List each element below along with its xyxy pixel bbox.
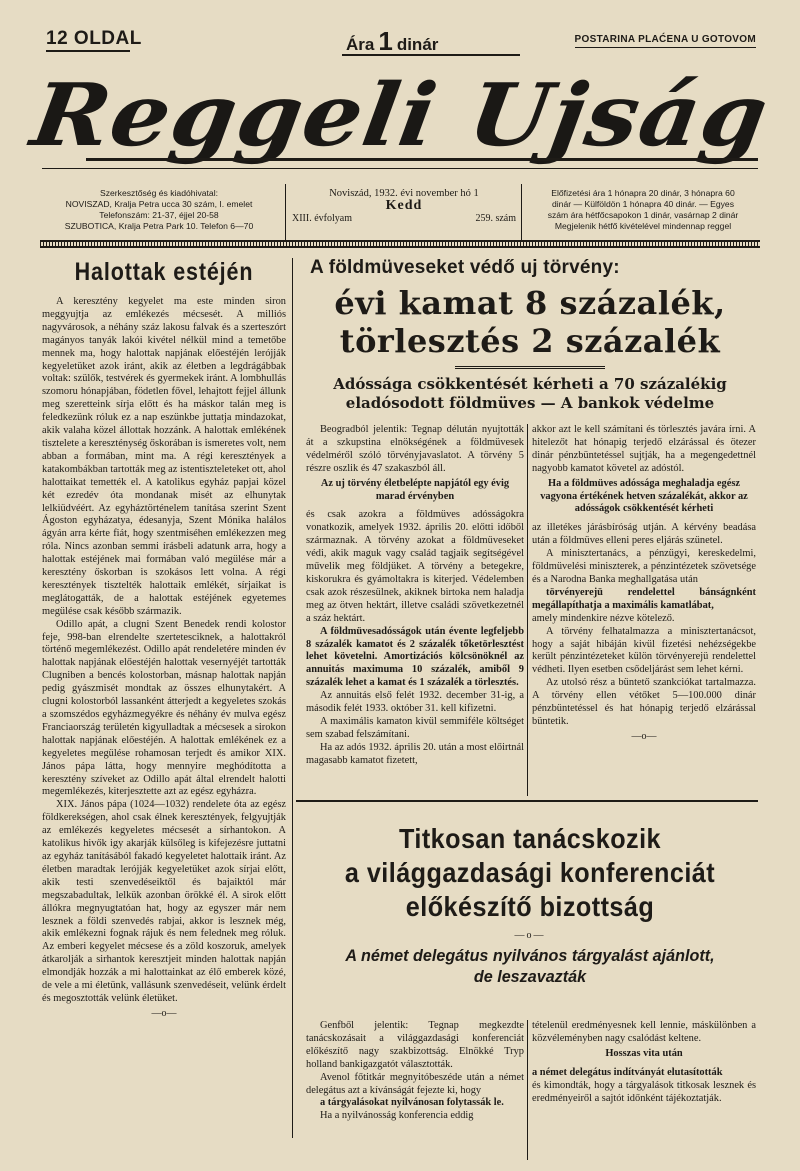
masthead-rule-thin bbox=[42, 168, 758, 169]
column-rule bbox=[527, 1020, 528, 1160]
paragraph: tételenül eredményesnek kell lennie, máskülönben a közvéleményben nagy csalódást keltene. bbox=[532, 1020, 756, 1044]
paragraph: Az utolsó rész a büntető szankciókat tartalmazza. A törvény ellen vétőket 5—100.000 dinár pénzbüntetéssel és hat hónapig terjedő elzárással büntetik. bbox=[532, 677, 756, 727]
paragraph: Avenol főtitkár megnyitóbeszéde után a német delegátus azt a kívánságát fejezte ki, hogy bbox=[306, 1071, 524, 1096]
headline-line: évi kamat 8 százalék, bbox=[334, 284, 726, 322]
column-rule bbox=[527, 424, 528, 796]
masthead bbox=[25, 62, 775, 180]
paragraph: A minisztertanács, a pénzügyi, kereskedelmi, földmüvelési miniszterek, a pénzintézetek szövetsége és a Narodna Banka meghallgatása után bbox=[532, 548, 756, 585]
subhead-line: Adóssága csökkentését kérheti a 70 százalékig bbox=[333, 375, 727, 393]
article-subhead bbox=[312, 945, 749, 987]
postal-notice: POSTARINA PLAĆENA U GOTOVOM bbox=[575, 34, 756, 48]
paragraph: Az annuitás első felét 1932. december 31-ig, a második felét 1933. október 31. kell kifizetni. bbox=[306, 690, 524, 715]
paragraph: az illetékes járásbíróság utján. A kérvény beadása után a földmüves elleni peres eljárás szünetel. bbox=[532, 522, 756, 547]
paragraph: A keresztény kegyelet ma este minden siron meggyujtja az emlékezés mécsesét. A milliós nagyvárosok, a néhány száz lakosu falvak és a szerteszórt magányos tanyák lakói kivétel nélkül mind a temetőbe mennek ma, hogy halottak napjának előestéjén lerójják kegyeletüket azok iránt, akik az életben a legdrágábbak voltak: szülők, testvérek és gyermekek iránt. A lombhullás szomoru hónapjában, födetlen fővel, lehajtott fejjel állunk meg szeretteink sírja előtt és ha máskor talán meg is feledkezünk róluk ez a nap eszünkbe juttatja mindazokat, akik valaha közel állottak hozzánk. A halottak emlékének tisztelete a kereszténység őskorában is ismeretes volt, nem abban a formában, mint ma. A régi keresztények a katakombákban tartották meg az istentiszteleteket ott, ahol halottaikat temették el. A katolikus egyház papjai közel két ezredév óta mondanak misét az elhunytak lelkiüdvéért. Az egyháztörténelem tanítása szerint Szent Ágoston egyházatya, édesanyja, Szent Mónika halálos ágyán arra kérte fiát, hogy szentmiséhen emlékezzen meg róla. Nincs azonban semmi írásbeli adatunk arra, hogy a halottak estéjének mai formában való megülése már a keresztény őskorban is szokásos lett volna. A régi keresztények tisztelték halottaik emlékét, sírjaikat is meglátogatták, de a halottak estéjének egyetemes megülése csak később származik. bbox=[42, 296, 286, 617]
price-value: 1 bbox=[378, 26, 393, 56]
left-article-body bbox=[42, 296, 286, 1021]
paragraph: és kimondták, hogy a tárgyalások titkosak lesznek és eredményeiről a sajtót időnként tájékoztatják. bbox=[532, 1079, 756, 1104]
subscription-info bbox=[526, 188, 760, 232]
issue-date: Noviszád, 1932. évi november hó 1 bbox=[329, 188, 479, 199]
left-article-title: Halottak estéjén bbox=[74, 258, 254, 286]
paragraph: A törvény felhatalmazza a minisztertanácsot, hogy a saját hibáján kivül fizetési nehézségekbe került pénzintézeteket külön törvényerejü rendelettel védheti. Ilyen esetben csődeljárást sem lehet kérni. bbox=[532, 625, 756, 676]
issue-day: Kedd bbox=[385, 198, 423, 213]
price bbox=[346, 26, 438, 57]
subscription-line: dinár — Külföldön 1 hónapra 40 dinár. — Egyes bbox=[551, 199, 735, 209]
paragraph: törvényerejü rendelettel bánságnként megállapíthatja a maximális kamatlábat, bbox=[532, 586, 756, 611]
article-separator bbox=[296, 800, 758, 802]
top-strip bbox=[46, 26, 756, 56]
masthead-title: Reggeli Ujság bbox=[25, 65, 775, 166]
paragraph: amely mindenkire nézve kötelező. bbox=[532, 612, 675, 624]
column-rule bbox=[292, 258, 293, 1138]
headline-line: előkészítő bizottság bbox=[405, 891, 655, 922]
headline-line: a világgazdasági konferenciát bbox=[344, 857, 716, 888]
article-headline bbox=[300, 284, 760, 360]
article-headline bbox=[323, 822, 737, 924]
paragraph: Beogradból jelentik: Tegnap délután nyujtották át a szkupstina elnökségének a földmüvesek védelméről szóló törvényjavaslatot. A törvény 5 részre oszlik és 47 szakaszból áll. bbox=[306, 424, 524, 474]
article-column-1 bbox=[306, 424, 524, 768]
office-line: Telefonszám: 21-37, éjjel 20-58 bbox=[99, 210, 219, 220]
paragraph: A földmüvesadósságok után évente legfeljebb 8 százalék kamatot és 2 százalék tőketörlesztést lehet követelni. Amortizációs kölcsönöknél az annuitás maximuma 10 százalék, amiből 9 százalék lehet a kamat és 1 százalék a törlesztés. bbox=[306, 625, 524, 689]
paragraph: XIX. János pápa (1024—1032) rendelete óta az egész földkerekségen, ahol csak élnek keresztények, felgyujtják az emlékezés kegyeletes mécsesét a sírhantokon. A katolikus hivők igy akarják külsőleg is kifejezésre juttatni az egyház tanításából fakadó kegyeletet halottaik iránt. Az életben maradtak lerójják kegyeletüket azok sírjai előtt, akik testi szenvedéseiktől és bajaiktól már megszabadultak, lelkük azonban örökké él. A sirok előtt állókra megnyugtatóan hat, hogy az egyszer már nem lesznek a földi szenvedés rabjai, akkor is lesznek még, akik emlékezni fognak rájuk és nem felednek meg róluk. Az emberi kegyelet mécsese és a zöld koszoruk, amelyek átkarolják a sirhantok keresztjeit minden halottak napján elmondják hozzák a mi halottainkat az élő emberek közé, de vele a mi életünk, vallásunk szenvedéseit, velünk érdelt és megosztották velünk életüket. bbox=[42, 799, 286, 1004]
article-columns bbox=[306, 424, 760, 804]
info-divider bbox=[285, 184, 286, 240]
economic-conference-article bbox=[300, 822, 760, 1122]
headline-line: törlesztés 2 százalék bbox=[339, 322, 721, 360]
headline-line: Titkosan tanácskozik bbox=[398, 823, 662, 854]
subhead-line: eladósodott földmüves — A bankok védelme bbox=[345, 394, 715, 412]
paragraph: Odillo apát, a clugni Szent Benedek rendi kolostor feje, 998-ban elrendelte szertetesciknek, a halottakról történő megemlékezést. Odillo apát rendeletére minden év halottak napjának előestéjén halottak vesernyéjét tartották Clugniben a bencés kolostorban, másnap halottak napján pedig gyászmisét mondtak az összes elhunytakért. A clugni kolostorból lassanként átterjedt a kegyeletes szokás a szomszédos egyházmegyékre és néhány év mulva egész Franciaország területén kigyulladtak a mécsesek a sirokon halottak napjának előestéjén. A halottak emlékének ez a kegyeletes megülése rohamosan terjedt és amikor XIX. János pápa látta, hogy mennyire meghódította a keresztény szíveket az Odillo apát által elrendelt halotti megemlékezés, kiterjesztette azt az egész egyházra. bbox=[42, 618, 286, 798]
paragraph: Ha az adós 1932. április 20. után a most előirtnál magasabb kamatot fizetett, bbox=[306, 741, 524, 766]
end-mark: —o— bbox=[151, 1007, 177, 1019]
subscription-line: Megjelenik hétfő kivételével mindennap reggel bbox=[554, 221, 732, 231]
paragraph: akkor azt le kell számítani és törlesztés javára írni. A hitelezőt hat hónapig terjedő elzárással és ötezer dinár pénzbüntetéssel sujtják, ha a megengedettnél nagyobb kamatot követel az adóstól. bbox=[532, 424, 756, 474]
page-number: 12 OLDAL bbox=[46, 28, 142, 49]
paragraph: a tárgyalásokat nyilvánosan folytassák le. bbox=[320, 1097, 504, 1109]
price-prefix: Ára bbox=[346, 35, 375, 54]
article-kicker: A földmüveseket védő uj törvény: bbox=[310, 257, 620, 278]
subscription-line: szám ára hétfőcsapokon 1 dinár, vasárnap 2 dinár bbox=[547, 210, 739, 220]
article-column-1 bbox=[306, 1020, 524, 1123]
info-bar bbox=[40, 184, 760, 244]
inline-subhead: Hosszas vita után bbox=[605, 1047, 683, 1059]
office-line: SZUBOTICA, Kralja Petra Park 10. Telefon 6—70 bbox=[64, 221, 254, 231]
issue-info bbox=[292, 188, 516, 224]
ornament-rule bbox=[455, 366, 605, 369]
article-column-2 bbox=[532, 1020, 756, 1105]
ornament: —o— bbox=[514, 930, 546, 941]
end-mark: —o— bbox=[631, 730, 657, 742]
editorial-office-info bbox=[40, 188, 278, 232]
subhead-line: A német delegátus nyilvános tárgyalást ajánlott, bbox=[345, 946, 715, 965]
issue-row bbox=[292, 213, 516, 224]
inline-subhead: Az uj törvény életbelépte napjától egy évig marad érvényben bbox=[320, 477, 510, 502]
farmers-law-article bbox=[300, 256, 760, 766]
paragraph: Genfből jelentik: Tegnap megkezdte tanácskozásait a világgazdasági konferenciát előkészítő nagy szakbizottság. Elnökké Tryp holland bankigazgatót választották. bbox=[306, 1020, 524, 1070]
left-article bbox=[42, 256, 286, 1146]
article-columns bbox=[306, 1020, 760, 1170]
info-divider bbox=[521, 184, 522, 240]
subscription-line: Előfizetési ára 1 hónapra 20 dinár, 3 hónapra 60 bbox=[551, 188, 735, 198]
paragraph: Ha a nyilvánosság konferencia eddig bbox=[320, 1110, 474, 1122]
paragraph: A maximális kamaton kivül semmiféle költséget sem szabad felszámítani. bbox=[306, 715, 524, 740]
price-underline bbox=[342, 54, 520, 56]
issue-number: 259. szám bbox=[475, 213, 516, 224]
article-column-2 bbox=[532, 424, 756, 744]
paragraph: és csak azokra a földmüves adósságokra vonatkozik, amelyek 1932. április 20. előtti időből származnak. A törvény azokat a földmüveseket védi, akik maguk vagy család tagjaik segítségével művelik meg földjüket. A törvény a betegekre, kiskorukra és gyámoltakra is kiterjed. Védelemben csak azok részesülnek, akiknek birtoka nem haladja meg az ötven hektárt, illetve családi szövetkezetnél a száz hektárt. bbox=[306, 509, 524, 624]
subhead-line: de leszavazták bbox=[473, 967, 587, 986]
page-number-underline bbox=[46, 50, 130, 52]
office-line: NOVISZAD, Kralja Petra ucca 30 szám, I. emelet bbox=[65, 199, 253, 209]
article-subhead bbox=[300, 375, 760, 413]
volume: XIII. évfolyam bbox=[292, 213, 352, 224]
masthead-rule bbox=[86, 158, 758, 161]
inline-subhead: Ha a földmüves adóssága meghaladja egész vagyona értékének hetven százalékát, akkor az adósságok csökkentését kérheti bbox=[540, 477, 748, 515]
header-rule-band bbox=[40, 240, 760, 248]
office-line: Szerkesztőség és kiadóhivatal: bbox=[100, 188, 218, 198]
price-unit: dinár bbox=[396, 35, 439, 54]
paragraph: a német delegátus indítványát elutasították bbox=[532, 1066, 723, 1078]
